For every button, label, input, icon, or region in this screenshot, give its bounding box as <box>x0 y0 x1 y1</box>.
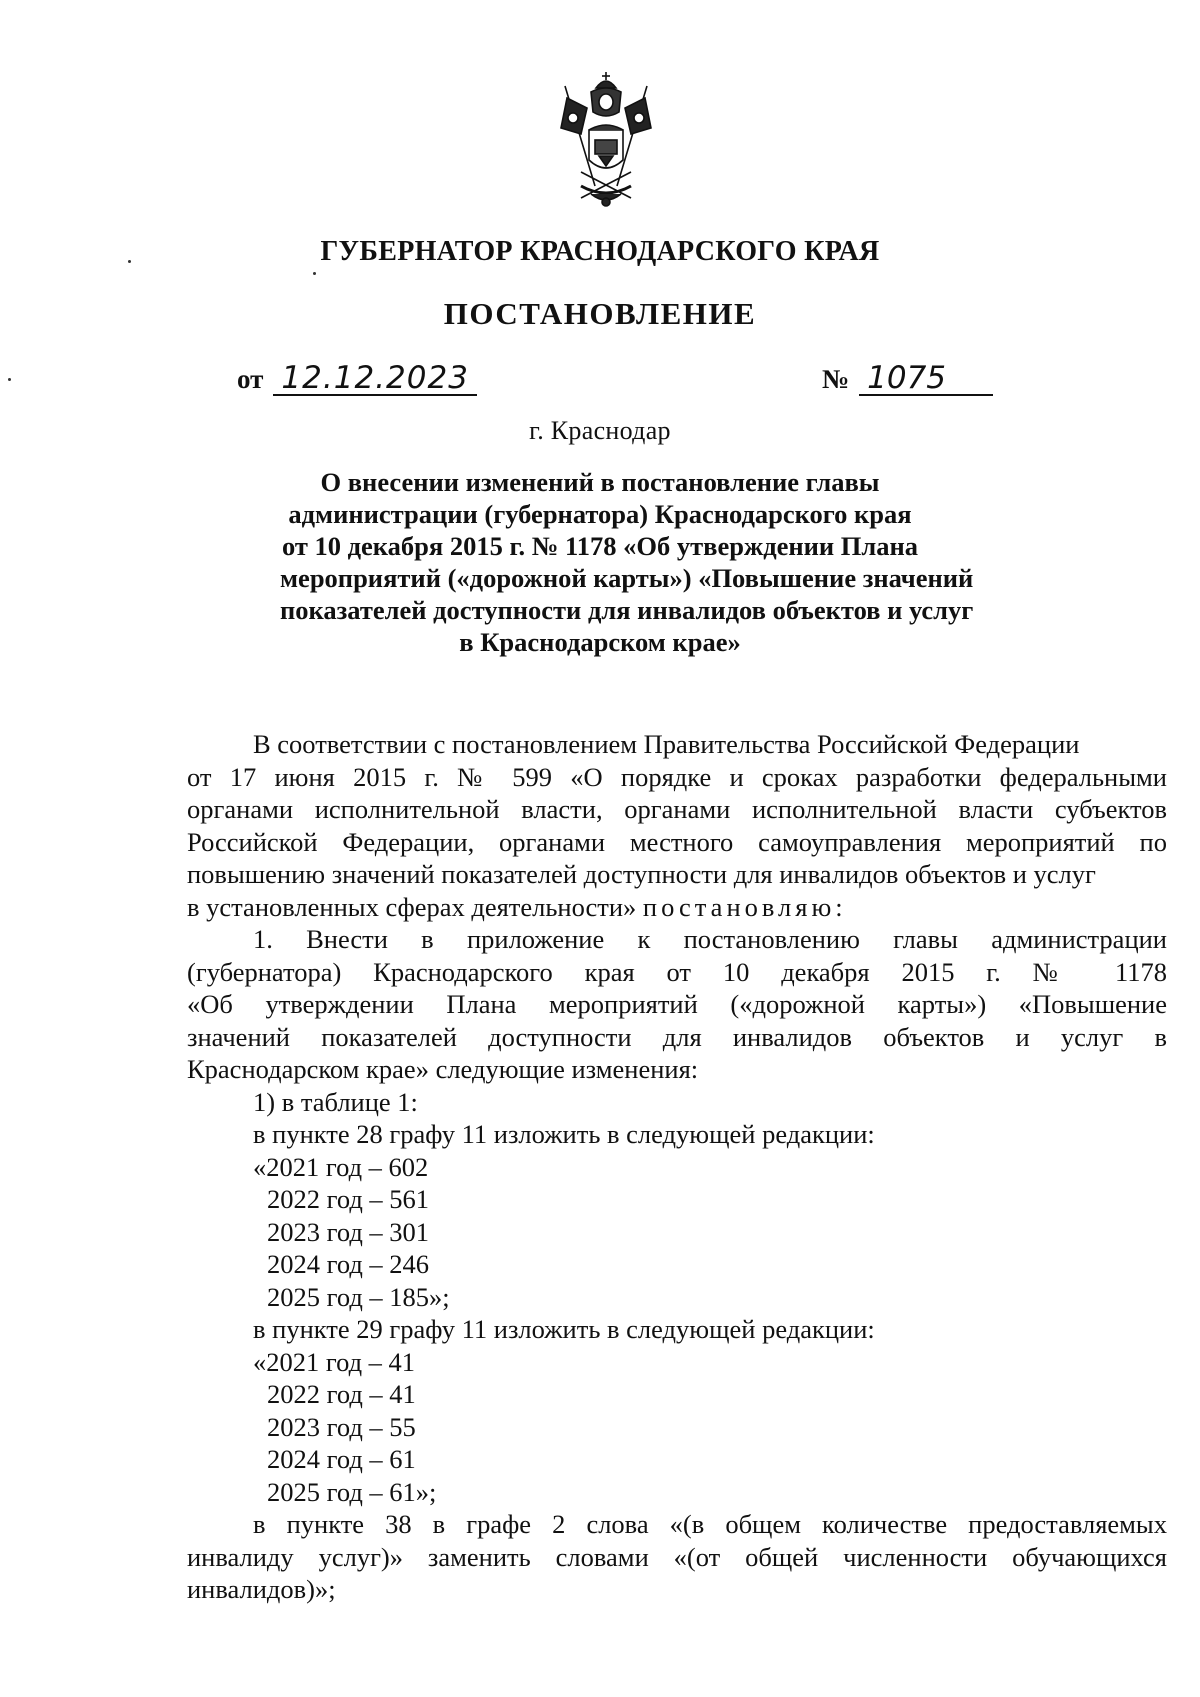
title-line: от 10 декабря 2015 г. № 1178 «Об утверждении Плана <box>281 531 919 561</box>
decree-word: постановляю: <box>642 891 847 922</box>
point28-intro: в пункте 28 графу 11 изложить в следующей редакции: <box>253 1119 875 1149</box>
item1-line: (губернатора) Краснодарского края от 10 декабря 2015 г. № 1178 <box>187 956 1167 987</box>
document-type: ПОСТАНОВЛЕНИЕ <box>443 296 757 331</box>
point28-value: 2025 год – 185»; <box>267 1281 450 1312</box>
coat-of-arms-emblem <box>551 68 661 213</box>
item1-line: Краснодарском крае» следующие изменения: <box>187 1054 699 1084</box>
item1-line: «Об утверждении Плана мероприятий («дорожной карты») «Повышение <box>187 989 1167 1019</box>
preamble-line: Российской Федерации, органами местного самоуправления мероприятий по <box>187 826 1167 857</box>
preamble-line: органами исполнительной власти, органами исполнительной власти субъектов <box>187 794 1167 824</box>
city: г. Краснодар <box>529 416 671 445</box>
point28-value: 2023 год – 301 <box>267 1216 430 1247</box>
point28-value: «2021 год – 602 <box>253 1151 429 1182</box>
point29-value: «2021 год – 41 <box>253 1346 416 1377</box>
point29-value: 2025 год – 61»; <box>267 1476 437 1507</box>
handwritten-number: 1075 <box>859 362 993 396</box>
item1-line: значений показателей доступности для инвалидов объектов и услуг в <box>187 1021 1167 1052</box>
document-title <box>280 466 974 658</box>
title-line: мероприятий («дорожной карты») «Повышение значений <box>280 563 974 593</box>
preamble-line: повышению значений показателей доступности для инвалидов объектов и услуг <box>187 859 1096 889</box>
point38-line: инвалиду услуг)» заменить словами «(от общей численности обучающихся <box>187 1541 1167 1572</box>
point38-line: инвалидов)»; <box>187 1574 336 1604</box>
scan-speck <box>128 260 131 263</box>
scan-speck <box>8 378 11 381</box>
issuing-authority: ГУБЕРНАТОР КРАСНОДАРСКОГО КРАЯ <box>320 236 880 267</box>
item1-line: 1. Внести в приложение к постановлению главы администрации <box>253 924 1167 954</box>
preamble-text: в установленных сферах деятельности» <box>187 891 637 922</box>
title-line: показателей доступности для инвалидов объектов и услуг <box>280 595 974 625</box>
title-line: в Краснодарском крае» <box>459 627 741 657</box>
point29-value: 2022 год – 41 <box>267 1379 416 1409</box>
preamble-line: В соответствии с постановлением Правительства Российской Федерации <box>253 729 1080 759</box>
point28-value: 2022 год – 561 <box>267 1184 430 1214</box>
subitem-table1: 1) в таблице 1: <box>253 1086 418 1117</box>
number-line <box>822 362 993 396</box>
title-line: администрации (губернатора) Краснодарского края <box>288 499 912 529</box>
title-line: О внесении изменений в постановление главы <box>320 467 880 497</box>
point28-value: 2024 год – 246 <box>267 1249 430 1279</box>
scan-speck <box>313 272 316 275</box>
point29-intro: в пункте 29 графу 11 изложить в следующей редакции: <box>253 1314 875 1344</box>
handwritten-date: 12.12.2023 <box>273 362 477 396</box>
preamble-line-last <box>187 891 1167 924</box>
point29-value: 2024 год – 61 <box>267 1444 416 1474</box>
point38-line: в пункте 38 в графе 2 слова «(в общем количестве предоставляемых <box>253 1509 1167 1539</box>
date-prefix: от <box>237 364 264 394</box>
date-line <box>237 362 477 396</box>
document-body <box>187 728 1167 1606</box>
point29-value: 2023 год – 55 <box>267 1411 416 1442</box>
preamble-line: от 17 июня 2015 г. № 599 «О порядке и сроках разработки федеральными <box>187 761 1167 792</box>
number-prefix: № <box>822 364 850 394</box>
